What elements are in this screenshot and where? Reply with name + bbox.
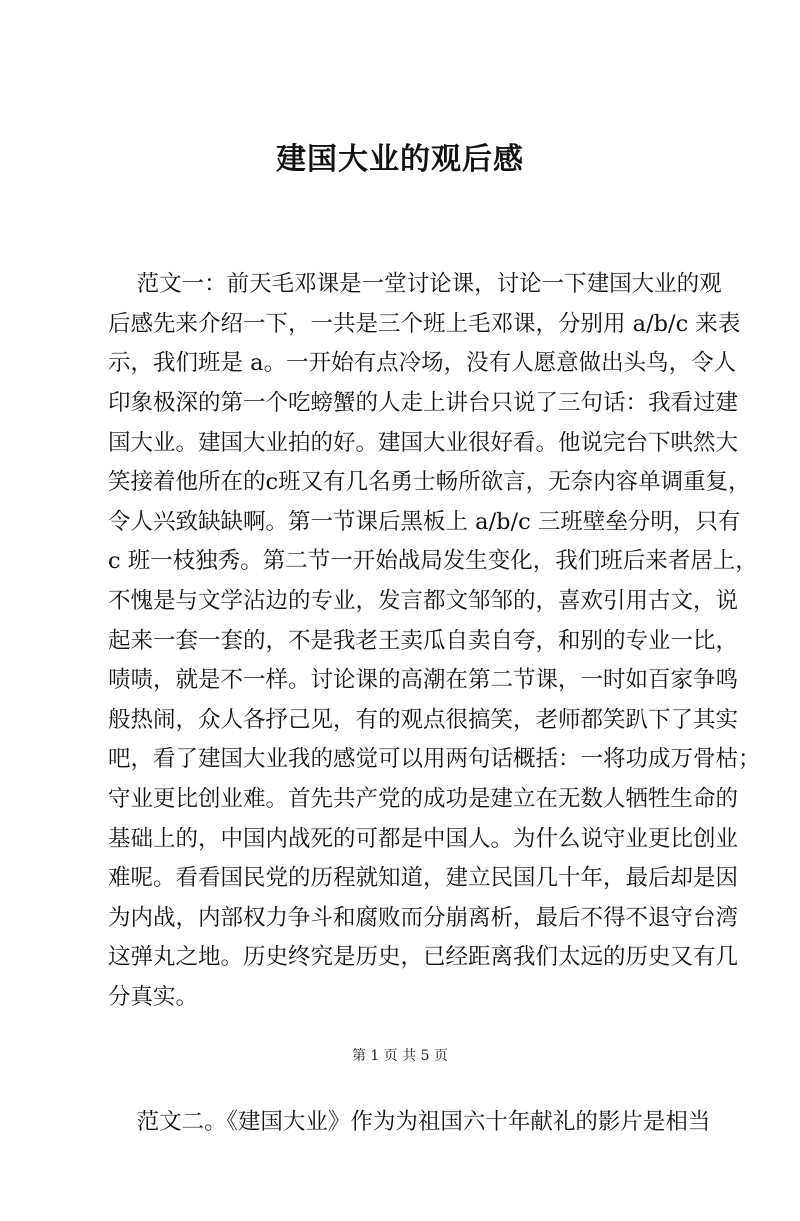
document-title: 建国大业的观后感 [276,142,524,177]
paragraph-1: 范文一：前天毛邓课是一堂讨论课，讨论一下建国大业的观 后感先来介绍一下，一共是三个班上毛邓课，分别用 a/b/c 来表 示，我们班是 a。一开始有点冷场，没有人愿意做出头鸟，令人 印象极深的第一个吃螃蟹的人走上讲台只说了三句话：我看过建 国大业。建国大业拍的好。建国大业很好看。他说完台下哄然大 笑接着他所在的c班又有几名勇士畅所欲言，无奈内容单调重复， 令人兴致缺缺啊。第一节课后黑板上 a/b/c 三班壁垒分明，只有 c 班一枝独秀。第二节一开始战局发生变化，我们班后来者居上， 不愧是与文学沾边的专业，发言都文邹邹的，喜欢引用古文，说 起来一套一套的，不是我老王卖瓜自卖自夸，和别的专业一比， 啧啧，就是不一样。讨论课的高潮在第二节课，一时如百家争鸣 般热闹，众人各抒己见，有的观点很搞笑，老师都笑趴下了其实 吧，看了建国大业我的感觉可以用两句话概括：一将功成万骨枯； 守业更比创业难。首先共产党的成功是建立在无数人牺牲生命的 基础上的，中国内战死的可都是中国人。为什么说守业更比创业 难呢。看看国民党的历程就知道，建立民国几十年，最后却是因 为内战，内部权力争斗和腐败而分崩离析，最后不得不退守台湾 这弹丸之地。历史终究是历史，已经距离我们太远的历史又有几 分真实。 [108,271,761,1010]
paragraph-2: 范文二。《建国大业》作为为祖国六十年献礼的影片是相当 [108,1108,711,1135]
page-number: 第 1 页 共 5 页 [351,1048,449,1064]
